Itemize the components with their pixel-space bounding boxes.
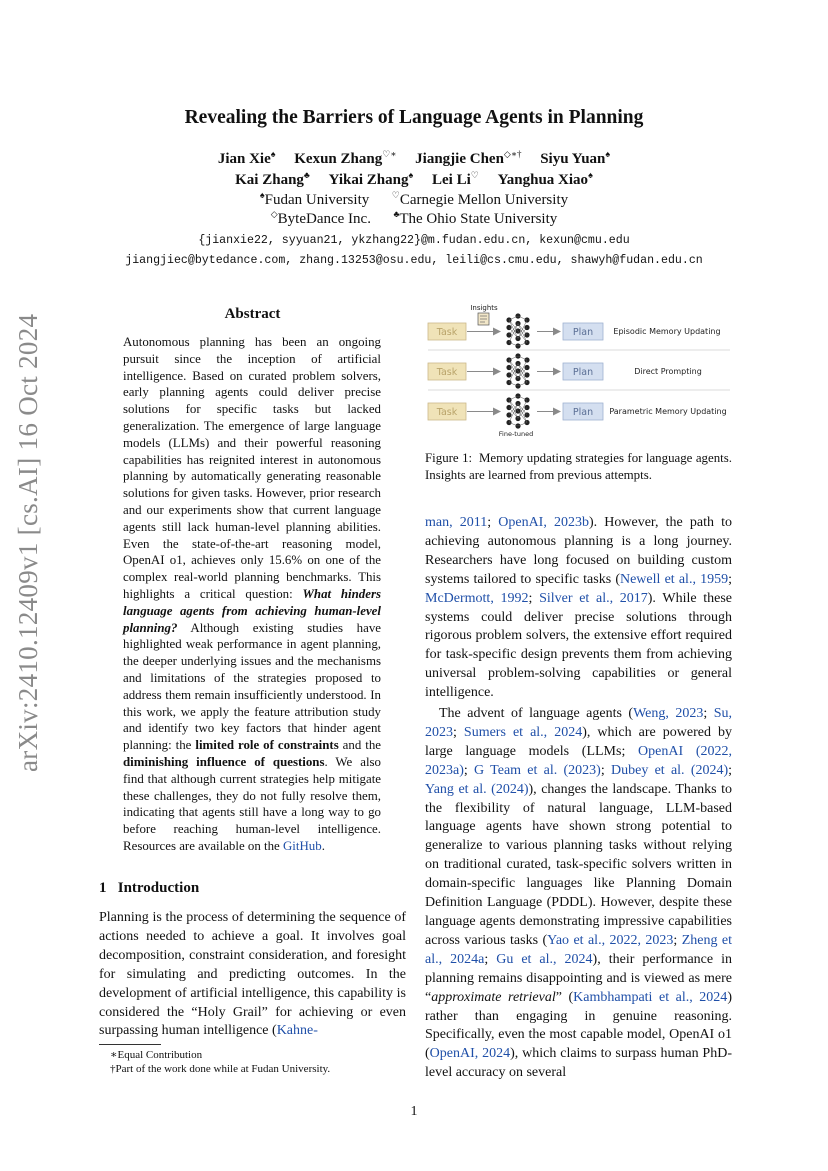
citation-link[interactable]: Newell et al., 1959 [619, 571, 729, 587]
author: Lei Li♡ [432, 170, 479, 188]
task-box-label: Task [436, 367, 458, 378]
text-run: ), changes the landscape. Thanks to the flexibility of natural language, LLM-based language agents have shown strong potential to generalize to various planning tasks without relying on traditional curated, task-specific solvers written in domain-specific languages like Planning Domain Definition Language (PDDL). However, despite these language agents demonstrating impressive capabilities across various tasks ( [425, 781, 732, 948]
llm-network-icon [506, 393, 529, 428]
text-run: ). While these systems could deliver precise solutions through rigorous problem solvers, the extensive effort required for task-specific design prevents them from achieving universal problem-solving capabilities or general intelligence. [425, 590, 733, 701]
citation-link[interactable]: GitHub [283, 838, 322, 853]
text-run: Planning is the process of determining the sequence of actions needed to achieve a goal. It involves goal decomposition, constraint consideration, and foresight for simulating and predicting outcomes. In the development of artificial intelligence, this capability is considered the “Holy Grail” for achieving or even surpassing human intelligence ( [99, 910, 406, 1039]
page-number: 1 [410, 1104, 418, 1119]
text-run: . [321, 838, 325, 853]
citation-link[interactable]: Zheng et al., 2024a [425, 932, 733, 967]
text-run: ), their performance in planning remains disappointing and is viewed as mere “ [425, 951, 732, 1005]
citation-link[interactable]: Kahne- [276, 1023, 318, 1039]
text-run: ; [528, 590, 540, 606]
affiliations-line-1 [0, 192, 828, 209]
bold-italic-phrase: What hinders language agents from achieving human-level planning? [123, 586, 382, 635]
text-run: ; [728, 762, 733, 778]
plan-box-label: Plan [572, 367, 594, 378]
strategy-label: Direct Prompting [634, 367, 702, 376]
text-run: ; [484, 951, 497, 967]
text-run: and the [338, 738, 381, 753]
text-run: The advent of language agents ( [439, 706, 634, 721]
italic-phrase: approximate retrieval [431, 989, 556, 1005]
plan-box-label: Plan [572, 407, 594, 418]
author: Kai Zhang♣ [235, 170, 310, 188]
abstract-body [123, 334, 381, 855]
emails-line-2: jiangjiec@bytedance.com, zhang.13253@osu.edu, leili@cs.cmu.edu, shawyh@fudan.edu.cn [125, 254, 703, 267]
text-run: ; [703, 706, 714, 721]
citation-link[interactable]: Su, 2023 [425, 706, 732, 740]
text-run: ) rather than engaging in genuine reasoning. Specifically, even the most capable model, OpenAI o1 ( [425, 989, 732, 1062]
citation-link[interactable]: Kambhampati et al., 2024 [573, 989, 728, 1005]
bold-phrase: diminishing influence of questions [123, 754, 325, 769]
author: Siyu Yuan♠ [540, 149, 611, 167]
llm-network-icon [506, 353, 529, 388]
strategy-label: Parametric Memory Updating [609, 407, 727, 416]
citation-link[interactable]: Yao et al., 2022, 2023 [547, 932, 674, 948]
text-run: ; [600, 762, 612, 778]
plan-box-label: Plan [572, 327, 594, 338]
strategy-row-direct [428, 353, 702, 388]
text-run: ), which are powered by large language models (LLMs; [425, 724, 732, 759]
figure-1-caption: Figure 1: Memory updating strategies for language agents. Insights are learned from previous attempts. [425, 451, 736, 482]
intro-paragraph-left [99, 909, 406, 1041]
citation-link[interactable]: OpenAI, 2024 [429, 1046, 511, 1062]
footnote-equal-contribution: ∗Equal Contribution [110, 1049, 203, 1061]
affiliation: ♣The Ohio State University [393, 209, 558, 227]
llm-network-icon [506, 313, 529, 348]
affiliation: ♠Fudan University [259, 190, 370, 208]
finetuned-label: Fine-tuned [498, 430, 534, 438]
memory-updating-diagram [420, 300, 740, 442]
authors-line-2 [0, 172, 828, 189]
task-box-label: Task [436, 327, 458, 338]
task-box-label: Task [436, 407, 458, 418]
intro-paragraph-right-2 [425, 705, 732, 1083]
text-run: ; [673, 932, 682, 948]
affiliation: ◇ByteDance Inc. [270, 209, 371, 227]
text-run: ), which claims to surpass human PhD-level accuracy on several [425, 1046, 732, 1081]
citation-link[interactable]: G Team et al. (2023) [474, 762, 601, 778]
citation-link[interactable]: Sumers et al., 2024 [463, 724, 583, 740]
text-run: ; [453, 724, 464, 740]
text-run: ). However, the path to achieving autonomous planning is a long journey. Researchers have long focused on building custom systems tailored to specific tasks ( [425, 515, 733, 587]
author: Yanghua Xiao♠ [497, 170, 593, 188]
citation-link[interactable]: Yang et al. (2024) [425, 781, 529, 797]
author: Jian Xie♠ [217, 149, 276, 167]
citation-link[interactable]: OpenAI (2022, 2023a) [425, 743, 732, 778]
citation-link[interactable]: Silver et al., 2017 [539, 590, 648, 606]
figure-1 [420, 300, 740, 442]
citation-link[interactable]: Weng, 2023 [633, 706, 704, 721]
section-heading-introduction: 1 Introduction [99, 880, 200, 896]
text-run: ; [487, 515, 499, 530]
citation-link[interactable]: Dubey et al. (2024) [611, 762, 729, 778]
insights-note-icon [478, 313, 489, 325]
text-run: ; [463, 762, 475, 778]
abstract-heading: Abstract [224, 306, 281, 322]
citation-link[interactable]: man, 2011 [425, 515, 488, 530]
intro-paragraph-right-1 [425, 514, 732, 703]
insights-label: Insights [470, 304, 498, 312]
emails-line-1: {jianxie22, syyuan21, ykzhang22}@m.fudan.edu.cn, kexun@cmu.edu [198, 234, 630, 247]
citation-link[interactable]: Gu et al., 2024 [496, 951, 593, 967]
strategy-label: Episodic Memory Updating [613, 327, 721, 336]
text-run: Although existing studies have highlighted weak performance in agent planning, the deeper underlying issues and the mechanisms and limitations of the strategies proposed to address them remain insufficiently understood. In this work, we apply the feature attribution study and identify two key factors that hinder agent planning: the [123, 620, 381, 753]
author: Yikai Zhang♠ [328, 170, 414, 188]
text-run: Autonomous planning has been an ongoing pursuit since the inception of artificial intelligence. Based on curated problem solvers, early planning agents could deliver precise solutions for specific tasks but lacked generalization. The emergence of large language models (LLMs) and their powerful reasoning capabilities has reignited interest in autonomous planning by automatically generating reasonable solutions for given tasks. However, prior research and our experiments show that current language agents still lack human-level planning abilities. Even the state-of-the-art reasoning model, OpenAI o1, achieves only 15.6% on one of the complex real-world planning benchmarks. This highlights a critical question: [123, 335, 381, 601]
footnote-rule [99, 1044, 161, 1045]
footnote-work-done: †Part of the work done while at Fudan University. [110, 1063, 331, 1075]
affiliation: ♡Carnegie Mellon University [391, 190, 569, 208]
author: Kexun Zhang♡∗ [294, 149, 397, 167]
bold-phrase: limited role of constraints [195, 738, 339, 753]
affiliations-line-2 [0, 211, 828, 228]
text-run: ; [728, 571, 732, 587]
strategy-row-parametric [428, 393, 727, 428]
text-run: . We also find that although current strategies help mitigate these challenges, they do not fully resolve them, indicating that agents still have a long way to go before reaching human-level intelligence. Resources are available on the [123, 754, 381, 853]
paper-title: Revealing the Barriers of Language Agents in Planning [184, 107, 644, 128]
author: Jiangjie Chen◇∗† [415, 149, 522, 167]
arxiv-identifier: arXiv:2410.12409v1 [cs.AI] 16 Oct 2024 [13, 313, 43, 772]
citation-link[interactable]: OpenAI, 2023b [498, 515, 589, 530]
citation-link[interactable]: McDermott, 1992 [425, 590, 529, 606]
strategy-row-episodic [428, 313, 721, 348]
authors-line-1 [0, 151, 828, 168]
text-run: ” ( [555, 989, 574, 1005]
